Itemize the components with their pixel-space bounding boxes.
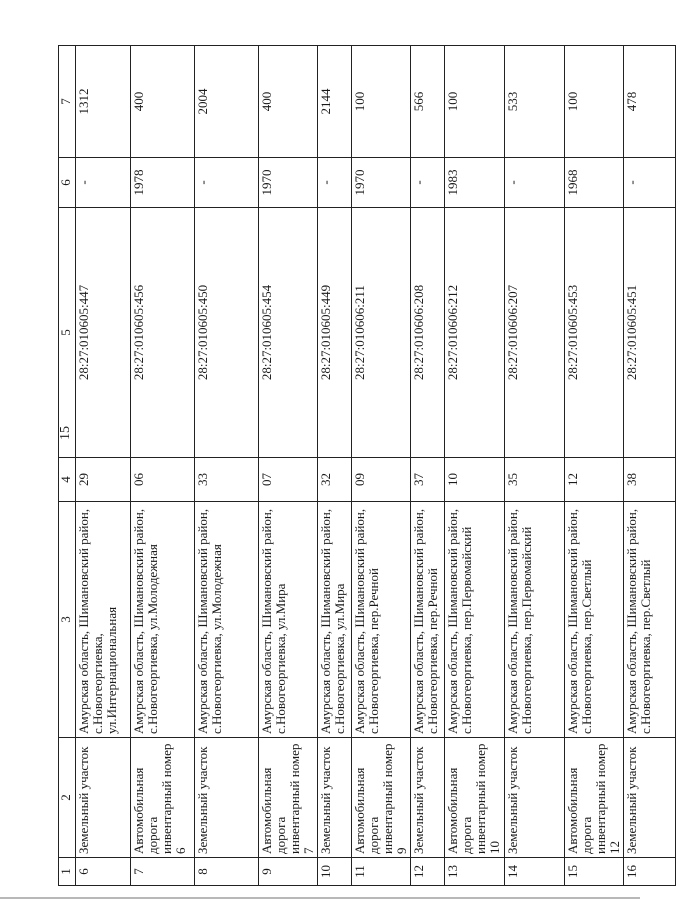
object-name-cell: Автомобильная дорога инвентарный номер 6 xyxy=(131,738,195,858)
area-cell: 100 xyxy=(565,46,624,158)
property-table xyxy=(58,45,676,886)
address-cell: Амурская область, Шимановский район, с.Новогеоргиевка, ул.Интернациональная xyxy=(76,502,131,738)
code-cell: 10 xyxy=(445,458,505,502)
address-cell: Амурская область, Шимановский район, с.Новогеоргиевка, пер.Первомайский xyxy=(445,502,505,738)
year-cell: 1970 xyxy=(259,158,318,208)
address-cell: Амурская область, Шимановский район, с.Новогеоргиевка, пер.Светлый xyxy=(624,502,676,738)
area-cell: 2144 xyxy=(318,46,352,158)
area-cell: 533 xyxy=(505,46,565,158)
year-cell: - xyxy=(318,158,352,208)
object-name-cell: Автомобильная дорога инвентарный номер 12 xyxy=(565,738,624,858)
rotated-table-container xyxy=(58,46,653,886)
year-cell: 1968 xyxy=(565,158,624,208)
area-cell: 478 xyxy=(624,46,676,158)
table-row xyxy=(411,46,445,886)
area-cell: 100 xyxy=(445,46,505,158)
code-cell: 29 xyxy=(76,458,131,502)
cadastral-number-cell: 28:27:010605:450 xyxy=(195,208,259,458)
address-cell: Амурская область, Шимановский район, с.Новогеоргиевка, пер.Речной xyxy=(352,502,411,738)
object-name-cell: Земельный участок xyxy=(411,738,445,858)
cadastral-number-cell: 28:27:010606:208 xyxy=(411,208,445,458)
row-number-cell: 8 xyxy=(195,858,259,886)
table-row xyxy=(565,46,624,886)
year-cell: 1970 xyxy=(352,158,411,208)
table-row xyxy=(352,46,411,886)
header-cell: 4 xyxy=(59,458,76,502)
object-name-cell: Земельный участок xyxy=(505,738,565,858)
year-cell: - xyxy=(76,158,131,208)
row-number-cell: 15 xyxy=(565,858,624,886)
code-cell: 37 xyxy=(411,458,445,502)
area-cell: 400 xyxy=(131,46,195,158)
header-cell: 6 xyxy=(59,158,76,208)
area-cell: 400 xyxy=(259,46,318,158)
address-cell: Амурская область, Шимановский район, с.Новогеоргиевка, ул.Молодежная xyxy=(195,502,259,738)
code-cell: 07 xyxy=(259,458,318,502)
header-cell: 1 xyxy=(59,858,76,886)
row-number-cell: 11 xyxy=(352,858,411,886)
area-cell: 1312 xyxy=(76,46,131,158)
code-cell: 06 xyxy=(131,458,195,502)
table-row xyxy=(445,46,505,886)
table-row xyxy=(76,46,131,886)
year-cell: - xyxy=(505,158,565,208)
address-cell: Амурская область, Шимановский район, с.Новогеоргиевка, пер.Светлый xyxy=(565,502,624,738)
row-number-cell: 9 xyxy=(259,858,318,886)
row-number-cell: 14 xyxy=(505,858,565,886)
row-number-cell: 12 xyxy=(411,858,445,886)
table-row xyxy=(505,46,565,886)
year-cell: 1978 xyxy=(131,158,195,208)
object-name-cell: Автомобильная дорога инвентарный номер 10 xyxy=(445,738,505,858)
table-row xyxy=(131,46,195,886)
year-cell: 1983 xyxy=(445,158,505,208)
header-cell: 3 xyxy=(59,502,76,738)
object-name-cell: Земельный участок xyxy=(318,738,352,858)
code-cell: 33 xyxy=(195,458,259,502)
year-cell: - xyxy=(411,158,445,208)
cadastral-number-cell: 28:27:010605:447 xyxy=(76,208,131,458)
cadastral-number-cell: 28:27:010606:212 xyxy=(445,208,505,458)
address-cell: Амурская область, Шимановский район, с.Новогеоргиевка, ул.Мира xyxy=(318,502,352,738)
code-cell: 12 xyxy=(565,458,624,502)
header-cell: 7 xyxy=(59,46,76,158)
object-name-cell: Земельный участок xyxy=(195,738,259,858)
table-row xyxy=(195,46,259,886)
object-name-cell: Земельный участок xyxy=(624,738,676,858)
code-cell: 32 xyxy=(318,458,352,502)
area-cell: 566 xyxy=(411,46,445,158)
cadastral-number-cell: 28:27:010605:449 xyxy=(318,208,352,458)
header-cell: 2 xyxy=(59,738,76,858)
cadastral-number-cell: 28:27:010605:454 xyxy=(259,208,318,458)
address-cell: Амурская область, Шимановский район, с.Новогеоргиевка, ул.Молодежная xyxy=(131,502,195,738)
area-cell: 100 xyxy=(352,46,411,158)
page-number: 15 xyxy=(58,426,73,440)
row-number-cell: 6 xyxy=(76,858,131,886)
cadastral-number-cell: 28:27:010605:456 xyxy=(131,208,195,458)
year-cell: - xyxy=(195,158,259,208)
cadastral-number-cell: 28:27:010606:207 xyxy=(505,208,565,458)
address-cell: Амурская область, Шимановский район, с.Новогеоргиевка, пер.Первомайский xyxy=(505,502,565,738)
row-number-cell: 10 xyxy=(318,858,352,886)
table-row xyxy=(318,46,352,886)
scan-edge-line xyxy=(0,897,640,899)
table-row xyxy=(624,46,676,886)
area-cell: 2004 xyxy=(195,46,259,158)
cadastral-number-cell: 28:27:010606:211 xyxy=(352,208,411,458)
row-number-cell: 7 xyxy=(131,858,195,886)
code-cell: 09 xyxy=(352,458,411,502)
row-number-cell: 13 xyxy=(445,858,505,886)
header-row xyxy=(59,46,76,886)
year-cell: - xyxy=(624,158,676,208)
object-name-cell: Автомобильная дорога инвентарный номер 7 xyxy=(259,738,318,858)
cadastral-number-cell: 28:27:010605:453 xyxy=(565,208,624,458)
object-name-cell: Автомобильная дорога инвентарный номер 9 xyxy=(352,738,411,858)
code-cell: 35 xyxy=(505,458,565,502)
code-cell: 38 xyxy=(624,458,676,502)
cadastral-number-cell: 28:27:010605:451 xyxy=(624,208,676,458)
object-name-cell: Земельный участок xyxy=(76,738,131,858)
header-cell: 5 xyxy=(59,208,76,458)
row-number-cell: 16 xyxy=(624,858,676,886)
address-cell: Амурская область, Шимановский район, с.Новогеоргиевка, пер.Речной xyxy=(411,502,445,738)
table-row xyxy=(259,46,318,886)
address-cell: Амурская область, Шимановский район, с.Новогеоргиевка, ул.Мира xyxy=(259,502,318,738)
table-body xyxy=(76,46,676,886)
